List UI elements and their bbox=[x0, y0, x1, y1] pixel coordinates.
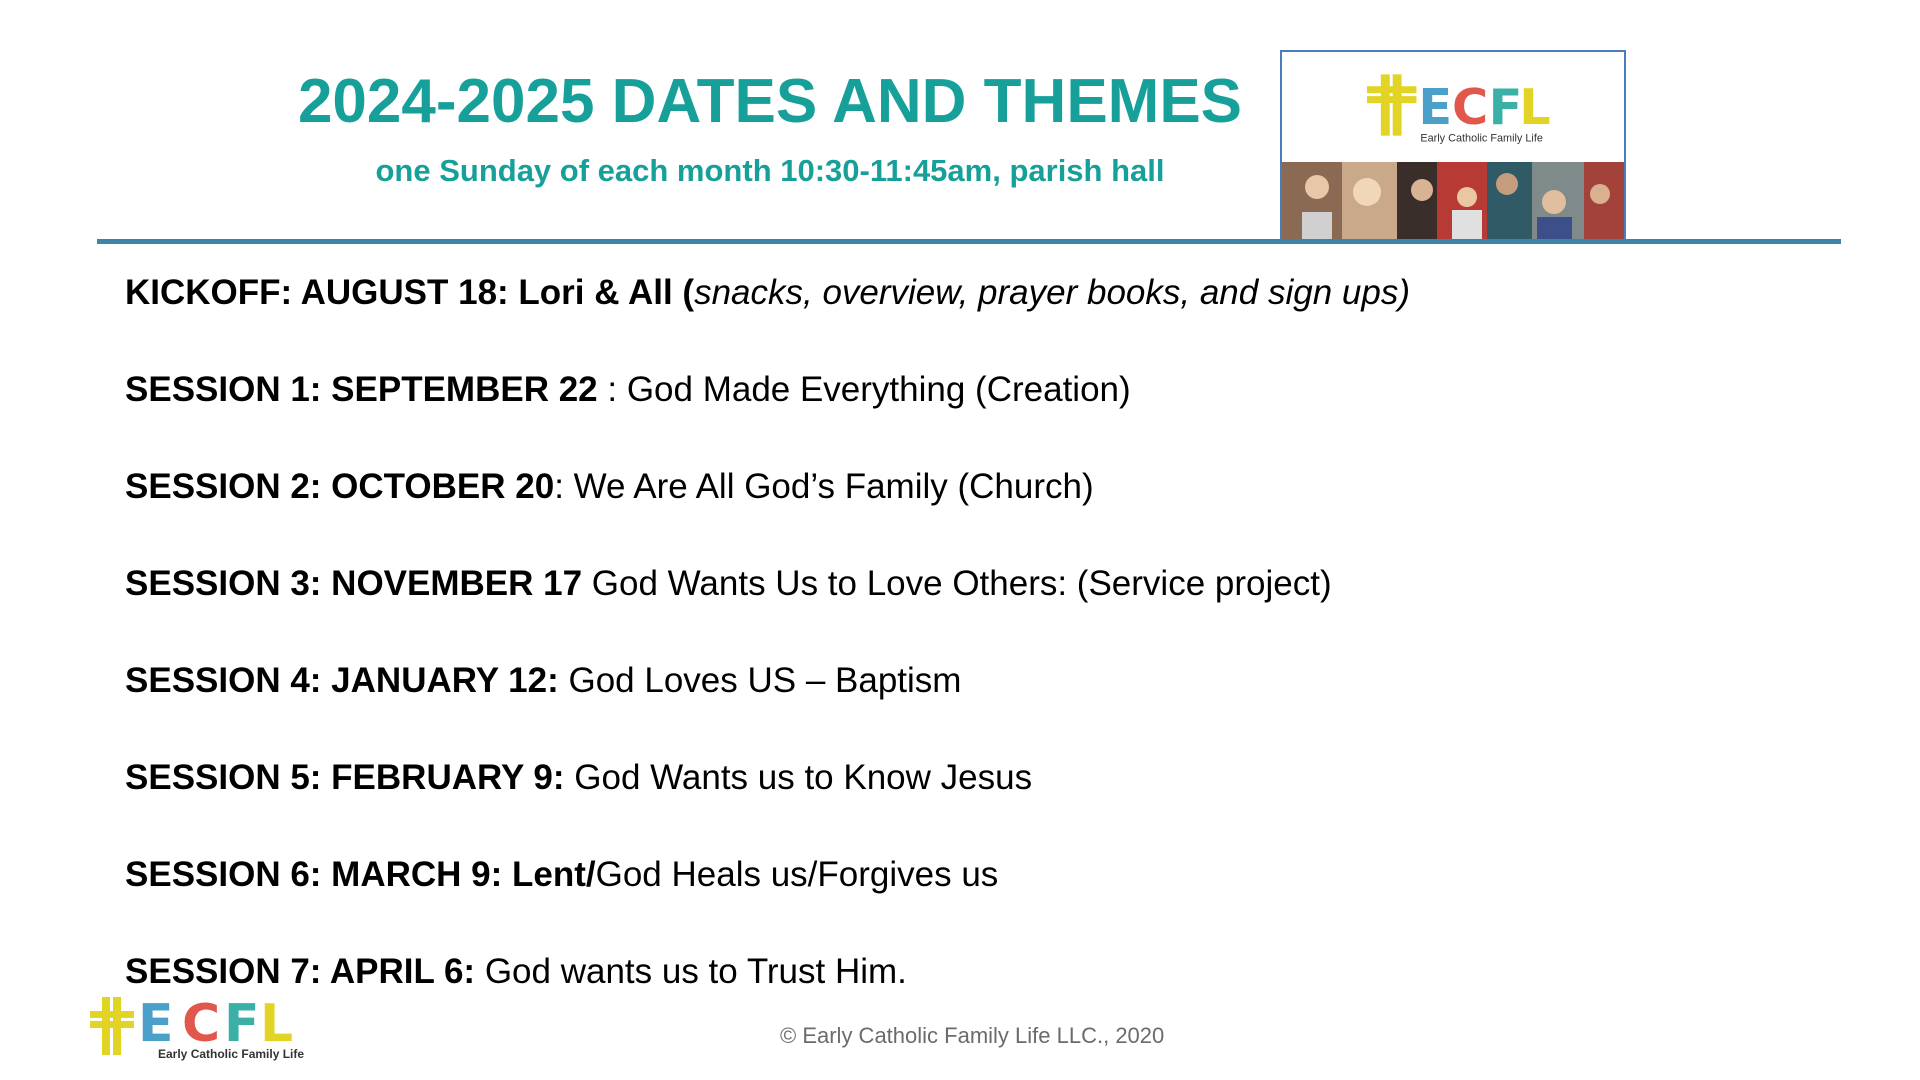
copyright-notice: © Early Catholic Family Life LLC., 2020 bbox=[780, 1023, 1165, 1048]
footer-ecfl-logo bbox=[90, 995, 350, 1067]
session-line-6: SESSION 6: MARCH 9: Lent/God Heals us/Forgives us bbox=[125, 855, 999, 894]
session-line-1: SESSION 1: SEPTEMBER 22 : God Made Everything (Creation) bbox=[125, 370, 1131, 409]
footer-logo-letter-e: E bbox=[138, 995, 174, 1054]
session-line-4: SESSION 4: JANUARY 12: God Loves US – Baptism bbox=[125, 661, 962, 700]
family-photo-collage bbox=[1282, 162, 1624, 242]
page-subtitle: one Sunday of each month 10:30-11:45am, parish hall bbox=[375, 153, 1165, 188]
session-line-kickoff: KICKOFF: AUGUST 18: Lori & All (snacks, overview, prayer books, and sign ups) bbox=[125, 273, 1410, 312]
session-line-7: SESSION 7: APRIL 6: God wants us to Trust Him. bbox=[125, 952, 907, 991]
session-line-5: SESSION 5: FEBRUARY 9: God Wants us to Know Jesus bbox=[125, 758, 1033, 797]
session-line-2: SESSION 2: OCTOBER 20: We Are All God’s Family (Church) bbox=[125, 467, 1094, 506]
cross-icon bbox=[1367, 74, 1416, 135]
footer-logo-letter-c: C bbox=[182, 995, 221, 1054]
ecfl-logo bbox=[1282, 52, 1624, 162]
header-logo-card bbox=[1280, 50, 1626, 242]
logo-letter-c: C bbox=[1452, 77, 1489, 136]
footer-logo-tagline: Early Catholic Family Life bbox=[158, 1047, 305, 1061]
header-divider bbox=[97, 239, 1841, 244]
logo-letter-l: L bbox=[1519, 77, 1551, 136]
footer-cross-icon bbox=[90, 997, 134, 1055]
session-line-3: SESSION 3: NOVEMBER 17 God Wants Us to Love Others: (Service project) bbox=[125, 564, 1332, 603]
page-title: 2024-2025 DATES AND THEMES bbox=[297, 67, 1243, 136]
session-list bbox=[125, 268, 1825, 1044]
logo-letter-e: E bbox=[1418, 77, 1453, 136]
logo-tagline: Early Catholic Family Life bbox=[1420, 132, 1543, 145]
logo-letter-f: F bbox=[1488, 77, 1523, 136]
footer-logo-letter-f: F bbox=[224, 995, 260, 1054]
footer-logo-letter-l: L bbox=[260, 995, 294, 1054]
